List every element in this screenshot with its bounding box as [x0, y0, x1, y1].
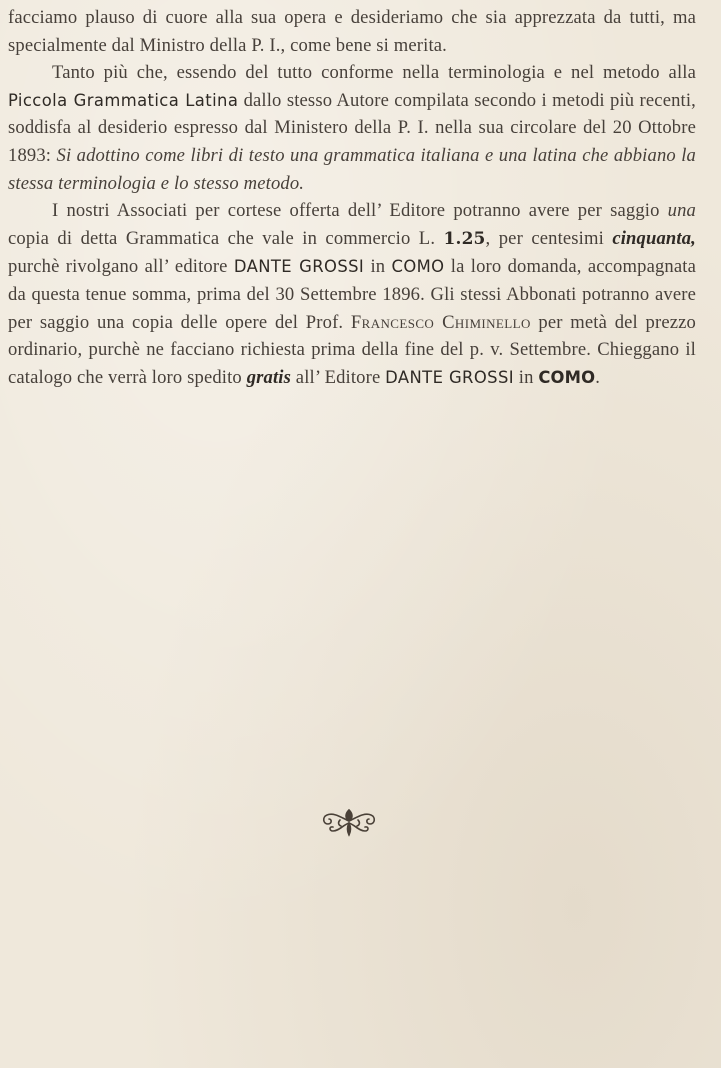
book-title: Piccola Grammatica Latina: [8, 90, 239, 110]
paragraph-3: [8, 197, 696, 391]
fleuron-ornament-icon: [318, 806, 380, 838]
ministerial-quote: Si adottino come libri di testo una grammatica italiana e una latina che abbiano la stessa terminologia e lo stesso metodo.: [8, 144, 696, 194]
paragraph-2: [8, 59, 696, 197]
paragraph-3-text-1: I nostri Associati per cortese offerta dell’ Editore potranno avere per saggio: [52, 200, 668, 222]
paragraph-3-text-9: in: [514, 366, 539, 388]
paragraph-3-text-3: , per centesimi: [485, 227, 613, 249]
publisher-name-2: DANTE GROSSI: [385, 367, 514, 387]
paragraph-3-text-2: copia di detta Grammatica che vale in commercio L.: [8, 227, 444, 249]
body-text: [8, 4, 696, 391]
publisher-name-1: DANTE GROSSI: [233, 257, 365, 277]
emphasis-gratis: gratis: [246, 366, 291, 388]
publisher-city-1: COMO: [391, 257, 445, 277]
paragraph-1: [8, 4, 696, 59]
paragraph-1-text: facciamo plauso di cuore alla sua opera e desideriamo che sia apprezzata da tutti, ma specialmente dal Ministro della P. I., come bene si merita.: [8, 7, 696, 56]
paragraph-3-text-8: all’ Editore: [291, 366, 386, 388]
paragraph-2-text-1: Tanto più che, essendo del tutto conforme nella terminologia e nel metodo alla: [52, 62, 696, 84]
author-name: Francesco Chiminello: [350, 311, 531, 333]
paragraph-2-text-2: dallo stesso Autore compilata secondo i metodi più recenti, soddisfa al desiderio espresso dal Ministero della P. I. nella sua circolare del 20 Ottobre 1893:: [8, 89, 696, 166]
emphasis-una: una: [667, 200, 696, 222]
paragraph-3-text-5: in: [364, 256, 392, 278]
paragraph-3-text-4: purchè rivolgano all’ editore: [8, 256, 234, 278]
price-value: 1.25: [443, 228, 486, 249]
paragraph-3-text-10: .: [595, 366, 600, 388]
emphasis-cinquanta: cinquanta,: [612, 227, 696, 249]
paragraph-3-text-6: la loro domanda, accompagnata da questa tenue somma, prima del 30 Settembre 1896. Gli stessi Abbonati potranno avere per saggio una copia delle opere del Prof.: [8, 256, 696, 333]
publisher-city-2: COMO: [538, 367, 596, 387]
paragraph-3-text-7: per metà del prezzo ordinario, purchè ne facciano richiesta prima della fine del p. v. Settembre. Chieggano il catalogo che verrà loro spedito: [8, 311, 696, 388]
